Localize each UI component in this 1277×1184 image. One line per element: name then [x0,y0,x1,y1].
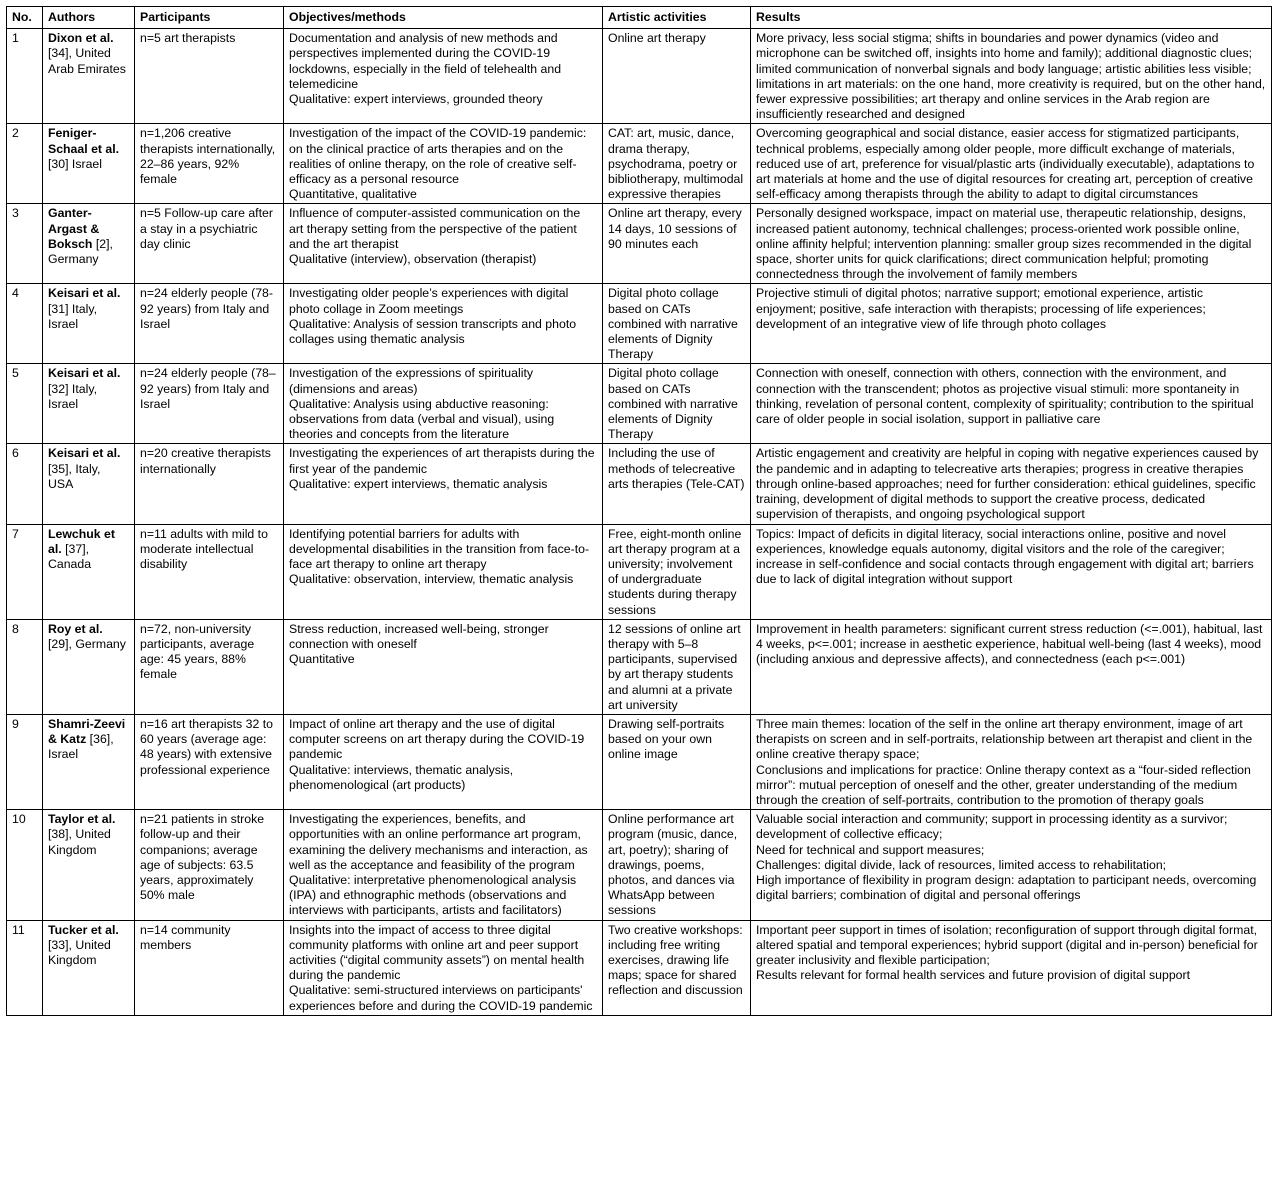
header-activities: Artistic activities [603,7,751,29]
cell-activities: Two creative workshops: including free writing exercises, drawing life maps; space for shared reflection and discussion [603,920,751,1015]
objectives-line: Insights into the impact of access to three digital community platforms with online art and peer support activities (“digital community assets”) on mental health during the pandemic [289,922,585,983]
author-name: Keisari et al. [48,446,121,461]
author-reference: [30] Israel [48,156,102,171]
cell-objectives [284,284,603,364]
author-reference: [36], Israel [48,732,114,762]
objectives-line: Qualitative (interview), observation (therapist) [289,252,537,267]
cell-participants: n=5 Follow-up care after a stay in a psychiatric day clinic [135,204,284,284]
objectives-line: Qualitative: interviews, thematic analysis, phenomenological (art products) [289,762,514,792]
results-line: Important peer support in times of isolation; reconfiguration of support through digital format, altered spatial and temporal experiences; hybrid support (digital and in-person) beneficial for greater inclusivity and flexible participation; [756,922,1258,967]
cell-participants: n=21 patients in stroke follow-up and their companions; average age of subjects: 63.5 years, approximately 50% male [135,810,284,920]
cell-objectives [284,619,603,714]
cell-activities: Online art therapy, every 14 days, 10 sessions of 90 minutes each [603,204,751,284]
cell-participants: n=5 art therapists [135,29,284,124]
results-line: Challenges: digital divide, lack of resources, limited access to rehabilitation; [756,857,1167,872]
studies-table-container [6,6,1272,1016]
table-row [7,714,1272,809]
cell-no: 3 [7,204,43,284]
header-results: Results [751,7,1272,29]
cell-results [751,810,1272,920]
cell-objectives [284,920,603,1015]
cell-no: 7 [7,524,43,619]
cell-authors [43,204,135,284]
results-line: Valuable social interaction and community; support in processing identity as a survivor; development of collective efficacy; [756,812,1228,842]
author-reference: [35], Italy, USA [48,461,101,491]
cell-participants: n=1,206 creative therapists internationally, 22–86 years, 92% female [135,124,284,204]
cell-activities: Online art therapy [603,29,751,124]
header-no: No. [7,7,43,29]
results-line: More privacy, less social stigma; shifts in boundaries and power dynamics (video and microphone can be switched off, insights into home and family); additional diagnostic clues; limited communication of nonverbal signals and body language; artistic abilities less visible; limitations in art materials: on the one hand, more creativity is required, but on the other hand, fewer expressive possibilities; art therapy and online services in the Arab region are insufficiently researched and designed [756,31,1266,122]
author-reference: [38], United Kingdom [48,827,111,857]
header-authors: Authors [43,7,135,29]
table-row [7,810,1272,920]
author-name: Keisari et al. [48,286,121,301]
table-body [7,29,1272,1016]
cell-results [751,284,1272,364]
author-name: Keisari et al. [48,366,121,381]
objectives-line: Investigating the experiences, benefits, and opportunities with an online performance art program, examining the delivery mechanisms and interaction, as well as the acceptance and feasibility of the program [289,812,588,872]
table-row [7,444,1272,524]
cell-activities: Including the use of methods of telecreative arts therapies (Tele-CAT) [603,444,751,524]
cell-no: 2 [7,124,43,204]
table-row [7,124,1272,204]
cell-results [751,714,1272,809]
cell-authors [43,524,135,619]
results-line: Need for technical and support measures; [756,842,985,857]
objectives-line: Identifying potential barriers for adults with developmental disabilities in the transition from face-to-face art therapy to online art therapy [289,526,590,571]
cell-objectives [284,444,603,524]
table-row [7,619,1272,714]
cell-authors [43,920,135,1015]
cell-activities: Digital photo collage based on CATs combined with narrative elements of Dignity Therapy [603,364,751,444]
author-name: Feniger-Schaal et al. [48,126,120,156]
results-line: High importance of flexibility in program design: adaptation to participant needs, overcoming digital barriers; combination of digital and personal offerings [756,872,1257,903]
cell-objectives [284,714,603,809]
cell-results [751,444,1272,524]
objectives-line: Influence of computer-assisted communication on the art therapy setting from the perspective of the patient and the art therapist [289,206,581,251]
author-name: Tucker et al. [48,922,119,937]
author-reference: [33], United Kingdom [48,937,111,967]
results-line: Topics: Impact of deficits in digital literacy, social interactions online, positive and novel experiences, knowledge equals autonomy, digital visitors and the role of the caregiver; increase in self-confidence and social contacts through engagement with digital art; barriers due to lack of digital integration without support [756,526,1254,587]
author-reference: [34], United Arab Emirates [48,46,126,76]
objectives-line: Qualitative: observation, interview, thematic analysis [289,572,574,587]
cell-activities: 12 sessions of online art therapy with 5–8 participants, supervised by art therapy students and alumni at a private art university [603,619,751,714]
results-line: Overcoming geographical and social distance, easier access for stigmatized participants, technical problems, especially among older people, more difficult exchange of materials, reduced use of art, preference for visual/plastic arts (individually executable), adaptations to art materials at home and the use of digital resources for creating art, perception of creative self-efficacy among therapists through the ability to adapt to digital circumstances [756,126,1255,202]
objectives-line: Investigating older people’s experiences with digital photo collage in Zoom meetings [289,286,569,316]
objectives-line: Qualitative: expert interviews, thematic analysis [289,476,548,491]
table-row [7,284,1272,364]
author-name: Roy et al. [48,621,103,636]
cell-authors [43,124,135,204]
cell-participants: n=14 community members [135,920,284,1015]
author-name: Dixon et al. [48,31,114,46]
cell-authors [43,444,135,524]
cell-objectives [284,29,603,124]
author-reference: [2], Germany [48,236,113,267]
author-reference: [31] Italy, Israel [48,301,97,331]
objectives-line: Qualitative: interpretative phenomenological analysis (IPA) and ethnographic methods (observations and interviews with participants, artists and facilitators) [289,872,577,918]
author-reference: [29], Germany [48,636,126,651]
cell-participants: n=24 elderly people (78-92 years) from Italy and Israel [135,284,284,364]
cell-results [751,524,1272,619]
table-row [7,364,1272,444]
cell-participants: n=72, non-university participants, average age: 45 years, 88% female [135,619,284,714]
cell-results [751,124,1272,204]
cell-no: 10 [7,810,43,920]
results-line: Personally designed workspace, impact on material use, therapeutic relationship, designs, increased patient autonomy, technical challenges; process-oriented work possible online, online affinity helpful; intervention planning: smaller group sizes recommended in the digital space, shorter units for quick clarifications; direct communication helpful; promoting connectedness through the involvement of family members [756,206,1252,282]
results-line: Projective stimuli of digital photos; narrative support; emotional experience, artistic enjoyment; positive, safe interaction with therapists; processing of life experiences; development of an integrative view of life through photo collages [756,286,1206,331]
cell-participants: n=24 elderly people (78–92 years) from Italy and Israel [135,364,284,444]
cell-results [751,364,1272,444]
studies-table [6,6,1272,1016]
cell-no: 9 [7,714,43,809]
cell-no: 5 [7,364,43,444]
cell-participants: n=11 adults with mild to moderate intellectual disability [135,524,284,619]
cell-activities: Free, eight-month online art therapy program at a university; involvement of undergraduate students during therapy sessions [603,524,751,619]
table-row [7,29,1272,124]
cell-results [751,29,1272,124]
cell-no: 8 [7,619,43,714]
objectives-line: Investigation of the expressions of spirituality (dimensions and areas) [289,366,534,396]
results-line: Three main themes: location of the self in the online art therapy environment, image of art therapists on screen and in self-portraits, relationship between art therapist and client in the online creative therapy space; [756,716,1253,762]
cell-authors [43,364,135,444]
author-reference: [32] Italy, Israel [48,381,97,411]
results-line: Conclusions and implications for practice: Online therapy context as a “four-sided reflection mirror”: mutual perception of oneself and the other, greater understanding of the medium through the creation of self-portraits, contribution to the promotion of therapy goals [756,762,1251,807]
results-line: Improvement in health parameters: significant current stress reduction (<=.001), habitual, last 4 weeks, p<=.001; increase in aesthetic experience, habitual well-being (last 4 weeks), mood (including anxious and depressive affects), and connectedness (each p<=.001) [756,621,1263,667]
table-row [7,920,1272,1015]
cell-authors [43,619,135,714]
author-name: Lewchuk et al. [48,526,115,556]
cell-results [751,204,1272,284]
objectives-line: Qualitative: Analysis using abductive reasoning: observations from data (verbal and visual), using theories and concepts from the literature [289,396,555,442]
cell-no: 1 [7,29,43,124]
author-reference: [37], Canada [48,541,92,571]
results-line: Connection with oneself, connection with others, connection with the environment, and connection with the transcendent; photos as projective visual stimuli: more spontaneity in thinking, revelation of personal content, complexity of spirituality; contribution to the spiritual care of older people in social isolation, support in palliative care [756,366,1254,427]
cell-authors [43,714,135,809]
cell-participants: n=16 art therapists 32 to 60 years (average age: 48 years) with extensive professional experience [135,714,284,809]
author-name: Taylor et al. [48,812,116,827]
cell-objectives [284,124,603,204]
objectives-line: Impact of online art therapy and the use of digital computer screens on art therapy during the COVID-19 pandemic [289,716,585,762]
cell-participants: n=20 creative therapists internationally [135,444,284,524]
cell-authors [43,810,135,920]
objectives-line: Qualitative: expert interviews, grounded theory [289,92,543,107]
objectives-line: Documentation and analysis of new methods and perspectives implemented during the COVID-19 lockdowns, especially in the field of telehealth and telemedicine [289,31,562,91]
table-row [7,524,1272,619]
results-line: Results relevant for formal health services and future provision of digital support [756,968,1191,983]
author-name: Shamri-Zeevi & Katz [48,716,126,747]
header-row [7,7,1272,29]
table-row [7,204,1272,284]
objectives-line: Qualitative: semi-structured interviews on participants' experiences before and during the COVID-19 pandemic [289,983,593,1013]
objectives-line: Stress reduction, increased well-being, stronger connection with oneself [289,621,549,651]
cell-activities: Online performance art program (music, dance, art, poetry); sharing of drawings, poems, photos, and dances via WhatsApp between sessions [603,810,751,920]
cell-no: 11 [7,920,43,1015]
results-line: Artistic engagement and creativity are helpful in coping with negative experiences caused by the pandemic and in adapting to telecreative arts therapies; progress in creative therapies through online-based approaches; need for further consideration: ethical guidelines, specific training, development of digital methods to support the creative process, dedicated supervision of therapists, and ongoing psychological support [756,446,1259,522]
header-objectives: Objectives/methods [284,7,603,29]
cell-no: 6 [7,444,43,524]
cell-authors [43,284,135,364]
objectives-line: Investigating the experiences of art therapists during the first year of the pandemic [289,446,595,476]
objectives-line: Quantitative [289,652,355,667]
cell-authors [43,29,135,124]
cell-objectives [284,364,603,444]
cell-activities: Drawing self-portraits based on your own online image [603,714,751,809]
cell-results [751,619,1272,714]
cell-no: 4 [7,284,43,364]
cell-objectives [284,810,603,920]
cell-activities: Digital photo collage based on CATs combined with narrative elements of Dignity Therapy [603,284,751,364]
cell-objectives [284,204,603,284]
cell-objectives [284,524,603,619]
author-name: Ganter-Argast & Boksch [48,206,100,251]
objectives-line: Investigation of the impact of the COVID-19 pandemic: on the clinical practice of arts therapies and on the realities of online therapy, on the role of creative self-efficacy as a personal resource [289,126,587,187]
header-participants: Participants [135,7,284,29]
cell-results [751,920,1272,1015]
objectives-line: Quantitative, qualitative [289,187,417,202]
cell-activities: CAT: art, music, dance, drama therapy, psychodrama, poetry or bibliotherapy, multimodal expressive therapies [603,124,751,204]
objectives-line: Qualitative: Analysis of session transcripts and photo collages using thematic analysis [289,316,577,347]
